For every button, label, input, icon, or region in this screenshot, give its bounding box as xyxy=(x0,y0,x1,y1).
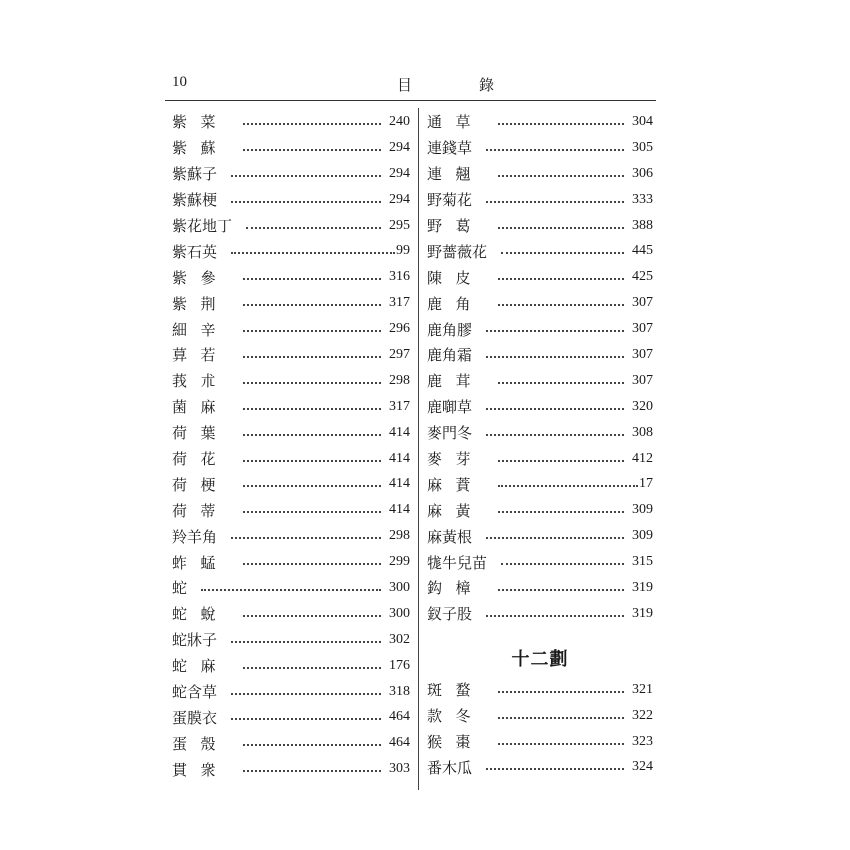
index-entry xyxy=(427,549,653,575)
index-entry xyxy=(427,290,653,316)
index-entry xyxy=(172,420,410,446)
entry-name: 紫花地丁 xyxy=(172,217,233,235)
entry-name: 蛇 xyxy=(172,579,188,598)
entry-page: 316 xyxy=(389,269,410,285)
entry-page: 388 xyxy=(632,217,653,233)
dot-leader xyxy=(498,743,624,745)
entry-page: 17 xyxy=(639,476,653,492)
entry-page: 300 xyxy=(389,605,410,621)
entry-page: 302 xyxy=(389,631,410,647)
entry-page: 298 xyxy=(389,372,410,388)
dot-leader xyxy=(243,278,381,280)
entry-page: 319 xyxy=(632,605,653,621)
index-entry xyxy=(427,109,653,135)
dot-leader xyxy=(243,304,381,306)
index-entry xyxy=(427,420,653,446)
dot-leader xyxy=(243,511,381,513)
dot-leader xyxy=(498,511,624,513)
entry-page: 298 xyxy=(389,528,410,544)
entry-name: 連翹 xyxy=(427,165,485,184)
index-entry xyxy=(427,471,653,497)
dot-leader xyxy=(498,717,624,719)
entry-page: 309 xyxy=(632,502,653,518)
index-entry xyxy=(427,213,653,239)
page-number: 10 xyxy=(172,74,187,90)
entry-name: 蛋膜衣 xyxy=(172,708,218,727)
dot-leader xyxy=(498,460,624,462)
entry-page: 333 xyxy=(632,191,653,207)
dot-leader xyxy=(231,537,381,539)
entry-page: 304 xyxy=(632,113,653,129)
index-entry xyxy=(427,446,653,472)
entry-page: 300 xyxy=(389,579,410,595)
entry-page: 321 xyxy=(632,681,653,697)
entry-name: 紫蘇 xyxy=(172,139,230,158)
index-entry xyxy=(172,653,410,679)
entry-name: 麥芽 xyxy=(427,450,485,469)
index-entry xyxy=(172,446,410,472)
dot-leader xyxy=(231,693,381,695)
entry-name: 野葛 xyxy=(427,217,485,235)
entry-page: 317 xyxy=(389,398,410,414)
entry-page: 319 xyxy=(632,579,653,595)
dot-leader xyxy=(486,615,624,617)
dot-leader xyxy=(243,485,381,487)
entry-name: 麥門冬 xyxy=(427,424,473,443)
entry-page: 240 xyxy=(389,113,410,129)
entry-name: 菌麻 xyxy=(172,398,230,417)
dot-leader xyxy=(243,382,381,384)
dot-leader xyxy=(243,615,381,617)
index-entry xyxy=(427,729,653,755)
index-entry xyxy=(172,523,410,549)
index-entry xyxy=(427,575,653,601)
dot-leader xyxy=(486,408,624,410)
entry-page: 464 xyxy=(389,709,410,725)
dot-leader xyxy=(498,691,624,693)
entry-name: 陳皮 xyxy=(427,268,485,287)
entry-page: 317 xyxy=(389,295,410,311)
column-divider xyxy=(418,108,419,790)
entry-page: 308 xyxy=(632,424,653,440)
dot-leader xyxy=(486,434,624,436)
entry-name: 麻黃 xyxy=(427,501,485,520)
dot-leader xyxy=(486,768,624,770)
index-entry xyxy=(172,264,410,290)
entry-name: 荷蒂 xyxy=(172,501,230,520)
dot-leader xyxy=(231,175,381,177)
dot-leader xyxy=(501,252,624,254)
entry-name: 羚羊角 xyxy=(172,527,218,546)
index-entry xyxy=(172,161,410,187)
entry-page: 306 xyxy=(632,165,653,181)
index-entry xyxy=(172,394,410,420)
entry-name: 通草 xyxy=(427,113,485,132)
index-entry xyxy=(427,264,653,290)
index-entry xyxy=(427,187,653,213)
entry-page: 464 xyxy=(389,735,410,751)
entry-name: 蛋殼 xyxy=(172,734,230,753)
entry-name: 鈎樟 xyxy=(427,579,485,598)
entry-name: 猴棗 xyxy=(427,733,485,752)
entry-name: 釵子股 xyxy=(427,605,473,624)
index-entry xyxy=(172,704,410,730)
index-entry xyxy=(427,238,653,264)
entry-name: 莪朮 xyxy=(172,372,230,391)
entry-page: 307 xyxy=(632,346,653,362)
entry-name: 紫荆 xyxy=(172,294,230,313)
index-entry xyxy=(172,679,410,705)
index-entry xyxy=(172,238,410,264)
index-entry xyxy=(427,703,653,729)
dot-leader xyxy=(243,770,381,772)
entry-name: 蛇麻 xyxy=(172,657,230,676)
entry-page: 297 xyxy=(389,346,410,362)
index-entry xyxy=(427,497,653,523)
dot-leader xyxy=(231,718,381,720)
dot-leader xyxy=(498,123,624,125)
entry-page: 414 xyxy=(389,476,410,492)
index-entry xyxy=(172,601,410,627)
dot-leader xyxy=(486,149,624,151)
index-entry xyxy=(427,135,653,161)
dot-leader xyxy=(498,175,624,177)
header-title-right: 錄 xyxy=(479,76,495,94)
header-title-left: 目 xyxy=(397,76,413,94)
entry-name: 蛇蛻 xyxy=(172,605,230,624)
entry-page: 323 xyxy=(632,733,653,749)
entry-name: 連錢草 xyxy=(427,139,473,158)
entry-name: 荷梗 xyxy=(172,475,230,494)
index-entry xyxy=(172,316,410,342)
dot-leader xyxy=(243,356,381,358)
index-entry xyxy=(427,601,653,627)
dot-leader xyxy=(498,589,624,591)
index-entry xyxy=(172,213,410,239)
dot-leader xyxy=(231,252,395,254)
dot-leader xyxy=(498,278,624,280)
entry-page: 303 xyxy=(389,761,410,777)
index-entry xyxy=(427,523,653,549)
entry-page: 309 xyxy=(632,528,653,544)
entry-name: 紫參 xyxy=(172,268,230,287)
entry-page: 295 xyxy=(389,217,410,233)
index-entry xyxy=(172,290,410,316)
entry-name: 紫菜 xyxy=(172,113,230,132)
entry-name: 斑蝥 xyxy=(427,681,485,700)
entry-name: 麻蕡 xyxy=(427,475,485,494)
index-entry xyxy=(427,316,653,342)
index-entry xyxy=(172,368,410,394)
dot-leader xyxy=(486,537,624,539)
index-entry xyxy=(172,135,410,161)
dot-leader xyxy=(243,460,381,462)
dot-leader xyxy=(243,744,381,746)
entry-name: 荷葉 xyxy=(172,424,230,443)
index-entry xyxy=(427,677,653,703)
index-entry xyxy=(172,497,410,523)
entry-page: 307 xyxy=(632,321,653,337)
section-heading: 十二劃 xyxy=(511,648,569,670)
index-entry xyxy=(427,754,653,780)
entry-page: 99 xyxy=(396,243,410,259)
left-column xyxy=(172,109,410,782)
dot-leader xyxy=(486,330,624,332)
entry-name: 蛇牀子 xyxy=(172,631,218,650)
entry-page: 324 xyxy=(632,759,653,775)
entry-name: 蛇含草 xyxy=(172,683,218,702)
entry-name: 紫蘇梗 xyxy=(172,191,218,210)
entry-page: 299 xyxy=(389,554,410,570)
index-entry xyxy=(172,549,410,575)
entry-name: 款冬 xyxy=(427,707,485,726)
entry-name: 野菊花 xyxy=(427,191,473,210)
dot-leader xyxy=(486,201,624,203)
entry-name: 萛若 xyxy=(172,346,230,365)
entry-name: 貫衆 xyxy=(172,760,230,779)
dot-leader xyxy=(498,227,624,229)
entry-page: 425 xyxy=(632,269,653,285)
entry-name: 牻牛兒苗 xyxy=(427,553,488,572)
dot-leader xyxy=(243,408,381,410)
entry-name: 鹿角 xyxy=(427,294,485,313)
index-entry xyxy=(172,187,410,213)
index-entry xyxy=(427,342,653,368)
entry-name: 鹿茸 xyxy=(427,372,485,391)
entry-page: 414 xyxy=(389,450,410,466)
index-entry xyxy=(427,394,653,420)
entry-name: 紫蘇子 xyxy=(172,165,218,184)
index-entry xyxy=(427,161,653,187)
entry-name: 荷花 xyxy=(172,450,230,469)
index-entry xyxy=(172,342,410,368)
dot-leader xyxy=(498,382,624,384)
entry-name: 鹿角霜 xyxy=(427,346,473,365)
entry-name: 鹿角膠 xyxy=(427,320,473,339)
entry-name: 細辛 xyxy=(172,320,230,339)
index-entry xyxy=(172,756,410,782)
entry-page: 414 xyxy=(389,502,410,518)
entry-page: 305 xyxy=(632,139,653,155)
entry-page: 412 xyxy=(632,450,653,466)
entry-page: 294 xyxy=(389,165,410,181)
dot-leader xyxy=(246,227,381,229)
index-entry xyxy=(172,575,410,601)
dot-leader xyxy=(243,149,381,151)
entry-page: 414 xyxy=(389,424,410,440)
dot-leader xyxy=(243,330,381,332)
entry-page: 445 xyxy=(632,243,653,259)
entry-name: 野薔薇花 xyxy=(427,242,488,261)
index-entry xyxy=(172,109,410,135)
dot-leader xyxy=(243,667,381,669)
dot-leader xyxy=(201,589,381,591)
dot-leader xyxy=(486,356,624,358)
dot-leader xyxy=(231,201,381,203)
index-entry xyxy=(172,627,410,653)
entry-page: 307 xyxy=(632,372,653,388)
right-column xyxy=(427,109,653,780)
entry-name: 鹿啣草 xyxy=(427,398,473,417)
entry-page: 315 xyxy=(632,554,653,570)
dot-leader xyxy=(501,563,624,565)
entry-name: 蚱蜢 xyxy=(172,553,230,572)
entry-page: 294 xyxy=(389,139,410,155)
header-rule xyxy=(165,100,656,101)
index-entry xyxy=(172,730,410,756)
entry-name: 麻黃根 xyxy=(427,527,473,546)
entry-page: 318 xyxy=(389,683,410,699)
dot-leader xyxy=(243,434,381,436)
index-entry xyxy=(427,368,653,394)
entry-name: 紫石英 xyxy=(172,242,218,261)
entry-page: 176 xyxy=(389,657,410,673)
dot-leader xyxy=(243,123,381,125)
entry-page: 322 xyxy=(632,707,653,723)
entry-name: 番木瓜 xyxy=(427,758,473,777)
dot-leader xyxy=(498,304,624,306)
dot-leader xyxy=(498,485,638,487)
index-entry xyxy=(172,471,410,497)
dot-leader xyxy=(231,641,381,643)
entry-page: 296 xyxy=(389,321,410,337)
entry-page: 294 xyxy=(389,191,410,207)
entry-page: 320 xyxy=(632,398,653,414)
entry-page: 307 xyxy=(632,295,653,311)
dot-leader xyxy=(243,563,381,565)
